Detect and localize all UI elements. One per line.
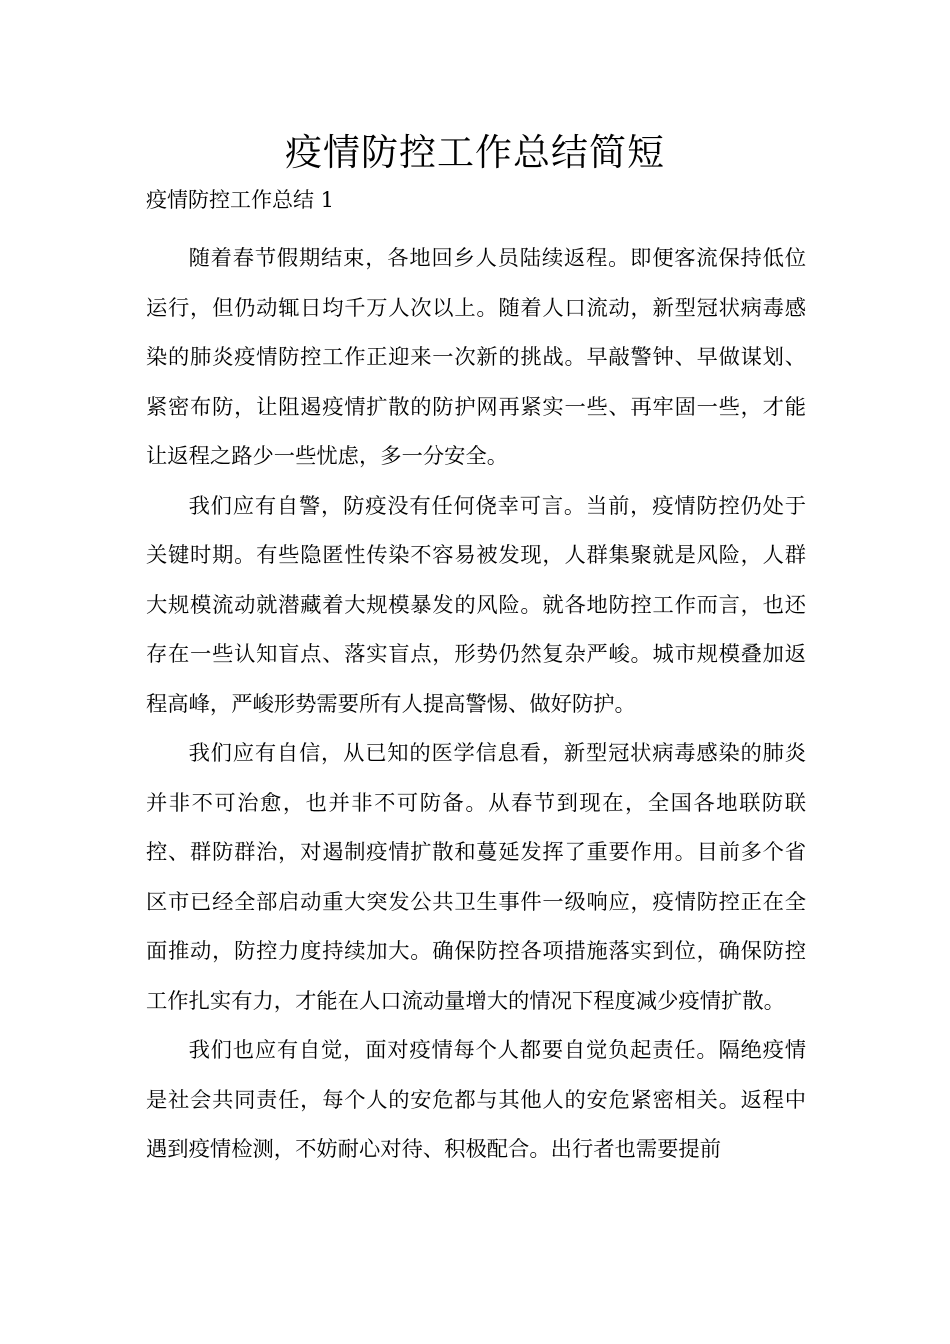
document-body [146, 234, 806, 1175]
document-title: 疫情防控工作总结简短 [285, 131, 665, 174]
section-heading: 疫情防控工作总结 1 [146, 188, 335, 212]
paragraph: 我们应有自警，防疫没有任何侥幸可言。当前，疫情防控仍处于关键时期。有些隐匿性传染不容易被发现，人群集聚就是风险，人群大规模流动就潜藏着大规模暴发的风险。就各地防控工作而言，也还存在一些认知盲点、落实盲点，形势仍然复杂严峻。城市规模叠加返程高峰，严峻形势需要所有人提高警惕、做好防护。 [146, 493, 806, 717]
paragraph: 我们也应有自觉，面对疫情每个人都要自觉负起责任。隔绝疫情是社会共同责任，每个人的安危都与其他人的安危紧密相关。返程中遇到疫情检测，不妨耐心对待、积极配合。出行者也需要提前 [146, 1038, 806, 1162]
paragraph: 我们应有自信，从已知的医学信息看，新型冠状病毒感染的肺炎并非不可治愈，也并非不可防备。从春节到现在，全国各地联防联控、群防群治，对遏制疫情扩散和蔓延发挥了重要作用。目前多个省区市已经全部启动重大突发公共卫生事件一级响应，疫情防控正在全面推动，防控力度持续加大。确保防控各项措施落实到位，确保防控工作扎实有力，才能在人口流动量增大的情况下程度减少疫情扩散。 [146, 741, 806, 1014]
paragraph: 随着春节假期结束，各地回乡人员陆续返程。即便客流保持低位运行，但仍动辄日均千万人次以上。随着人口流动，新型冠状病毒感染的肺炎疫情防控工作正迎来一次新的挑战。早敲警钟、早做谋划、紧密布防，让阻遏疫情扩散的防护网再紧实一些、再牢固一些，才能让返程之路少一些忧虑，多一分安全。 [146, 246, 806, 469]
